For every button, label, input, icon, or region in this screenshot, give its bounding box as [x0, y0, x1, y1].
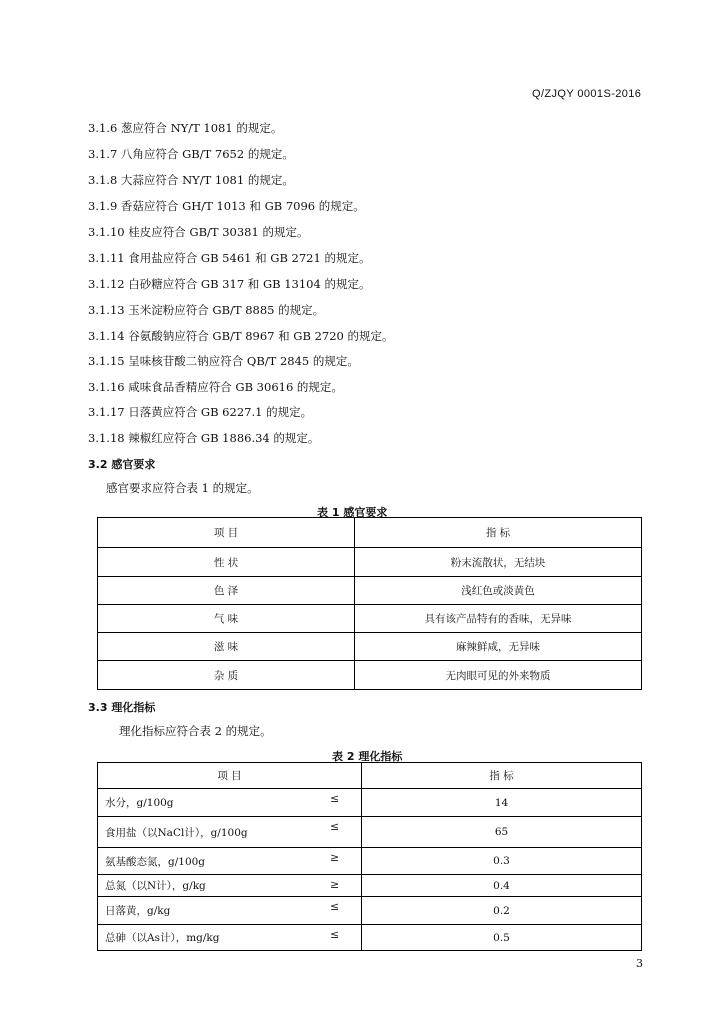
clause-3-1-14: 3.1.14 谷氨酸钠应符合 GB/T 8967 和 GB 2720 的规定。 [88, 329, 394, 343]
page-number: 3 [636, 957, 643, 970]
value-cell: 0.4 [362, 875, 642, 897]
table-row [98, 661, 642, 690]
clause-3-1-6: 3.1.6 葱应符合 NY/T 1081 的规定。 [88, 121, 283, 135]
comparison-symbol: ≥ [330, 851, 340, 864]
clause-3-1-9: 3.1.9 香菇应符合 GH/T 1013 和 GB 7096 的规定。 [88, 199, 365, 213]
clause-3-1-15: 3.1.15 呈味核苷酸二钠应符合 QB/T 2845 的规定。 [88, 354, 359, 368]
table-row [98, 925, 642, 951]
table-row [98, 848, 642, 875]
clause-3-1-13: 3.1.13 玉米淀粉应符合 GB/T 8885 的规定。 [88, 303, 325, 317]
item-cell: 气 味 [98, 605, 355, 633]
item-cell [98, 789, 362, 817]
item-cell: 性 状 [98, 548, 355, 577]
indicator-cell: 麻辣鲜咸，无异味 [355, 633, 642, 661]
table-row [98, 817, 642, 848]
comparison-symbol: ≤ [330, 900, 340, 913]
value-cell: 14 [362, 789, 642, 817]
indicator-cell: 无肉眼可见的外来物质 [355, 661, 642, 690]
item-cell [98, 875, 362, 897]
table-2-caption: 表 2 理化指标 [332, 750, 403, 763]
value-cell: 0.2 [362, 897, 642, 925]
indicator-cell: 具有该产品特有的香味，无异味 [355, 605, 642, 633]
table-row [98, 897, 642, 925]
physicochemical-intro-text: 理化指标应符合表 2 的规定。 [119, 724, 272, 738]
item-label: 食用盐（以NaCl计），g/100g [105, 826, 248, 839]
table-row [98, 633, 642, 661]
header-cell-item: 项 目 [98, 763, 362, 789]
header-cell-indicator: 指 标 [362, 763, 642, 789]
comparison-symbol: ≥ [330, 878, 340, 891]
clause-3-1-18: 3.1.18 辣椒红应符合 GB 1886.34 的规定。 [88, 431, 320, 445]
indicator-cell: 粉末流散状，无结块 [355, 548, 642, 577]
item-cell: 滋 味 [98, 633, 355, 661]
clause-3-1-10: 3.1.10 桂皮应符合 GB/T 30381 的规定。 [88, 225, 309, 239]
header-cell-item: 项 目 [98, 518, 355, 548]
comparison-symbol: ≤ [330, 792, 340, 805]
item-cell: 色 泽 [98, 577, 355, 605]
comparison-symbol: ≤ [330, 820, 340, 833]
table-row [98, 789, 642, 817]
item-cell [98, 897, 362, 925]
clause-3-1-16: 3.1.16 咸味食品香精应符合 GB 30616 的规定。 [88, 380, 343, 394]
clause-3-1-12: 3.1.12 白砂糖应符合 GB 317 和 GB 13104 的规定。 [88, 277, 371, 291]
table-row [98, 548, 642, 577]
value-cell: 0.5 [362, 925, 642, 951]
clause-3-1-11: 3.1.11 食用盐应符合 GB 5461 和 GB 2721 的规定。 [88, 251, 371, 265]
item-cell: 杂 质 [98, 661, 355, 690]
indicator-cell: 浅红色或淡黄色 [355, 577, 642, 605]
table-header-row [98, 518, 642, 548]
table-1-caption: 表 1 感官要求 [317, 506, 388, 519]
item-cell [98, 817, 362, 848]
item-label: 总砷（以As计），mg/kg [105, 932, 220, 944]
sensory-requirements-table [97, 517, 642, 690]
item-label: 总氮（以N计），g/kg [105, 880, 206, 892]
table-row [98, 875, 642, 897]
standard-code: Q/ZJQY 0001S-2016 [532, 88, 642, 100]
table-row [98, 577, 642, 605]
value-cell: 0.3 [362, 848, 642, 875]
table-row [98, 605, 642, 633]
sensory-intro-text: 感官要求应符合表 1 的规定。 [106, 481, 259, 495]
table-header-row [98, 763, 642, 789]
value-cell: 65 [362, 817, 642, 848]
comparison-symbol: ≤ [330, 928, 340, 941]
section-heading-sensory: 3.2 感官要求 [88, 458, 156, 471]
item-label: 水分，g/100g [105, 797, 174, 809]
item-label: 氨基酸态氮，g/100g [105, 855, 206, 868]
item-cell [98, 848, 362, 875]
item-label: 日落黄，g/kg [105, 905, 171, 917]
header-cell-indicator: 指 标 [355, 518, 642, 548]
physicochemical-indicators-table [97, 762, 642, 951]
section-heading-physicochemical: 3.3 理化指标 [88, 701, 156, 714]
clause-3-1-8: 3.1.8 大蒜应符合 NY/T 1081 的规定。 [88, 173, 294, 187]
clause-3-1-7: 3.1.7 八角应符合 GB/T 7652 的规定。 [88, 147, 294, 161]
item-cell [98, 925, 362, 951]
clause-3-1-17: 3.1.17 日落黄应符合 GB 6227.1 的规定。 [88, 405, 313, 419]
